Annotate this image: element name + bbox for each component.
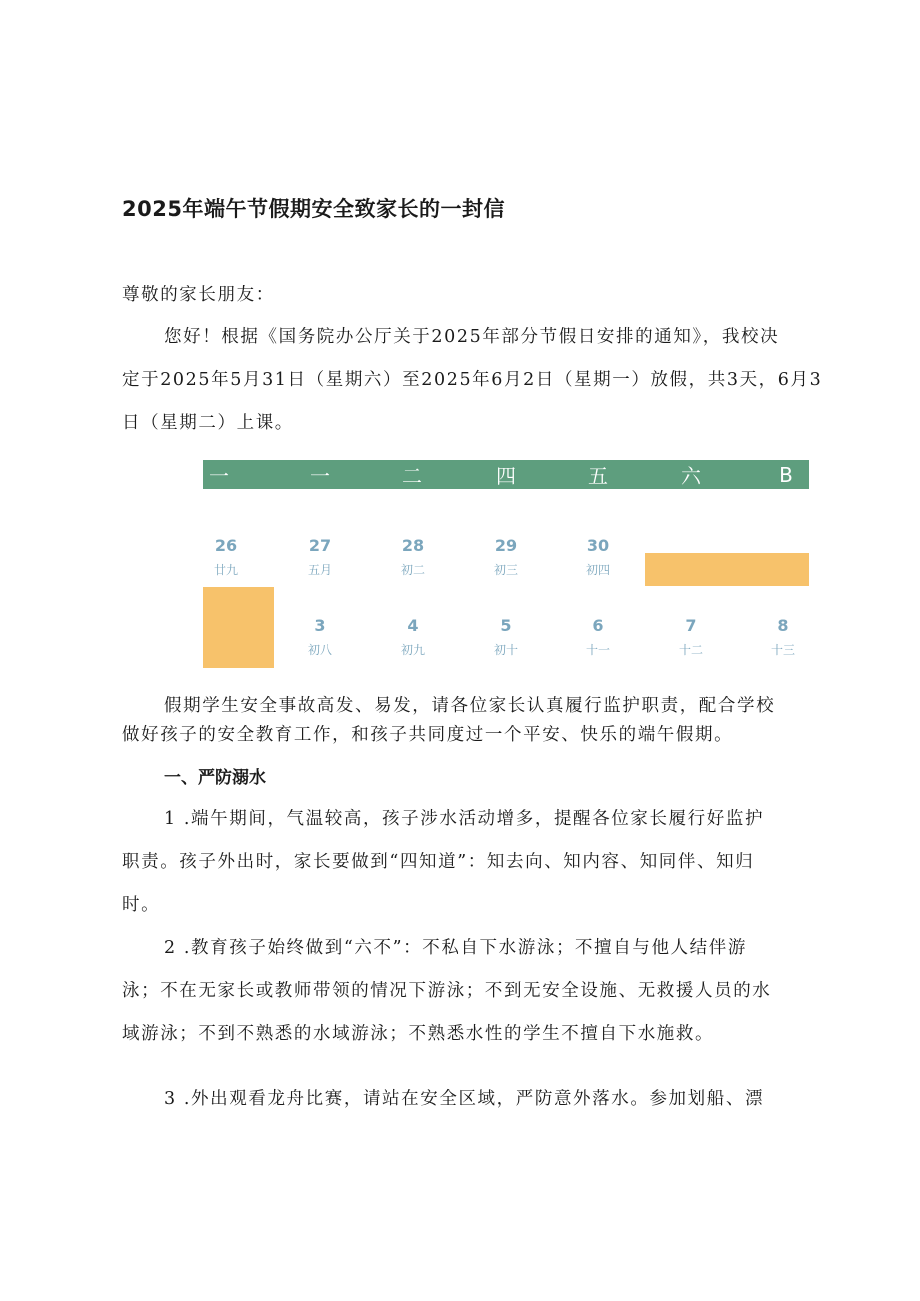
section-heading-drowning: 一、严防溺水 xyxy=(164,768,266,788)
weekday-label: 二 xyxy=(402,464,422,488)
lunar-date: 十一 xyxy=(585,643,610,657)
item2-line: 2 .教育孩子始终做到“六不”：不私自下水游泳；不擅自与他人结伴游 xyxy=(164,938,747,958)
weekday-label: B xyxy=(779,462,793,487)
item1-line: 时。 xyxy=(122,895,161,915)
intro-line: 定于2025年5月31日（星期六）至2025年6月2日（星期一）放假，共3天，6月3 xyxy=(122,370,823,390)
item3-line: 3 .外出观看龙舟比赛，请站在安全区域，严防意外落水。参加划船、漂 xyxy=(164,1089,765,1109)
lunar-date: 十三 xyxy=(770,643,795,657)
reminder-line: 做好孩子的安全教育工作，和孩子共同度过一个平安、快乐的端午假期。 xyxy=(122,725,734,745)
day-number: 28 xyxy=(401,536,425,555)
day-number: 5 xyxy=(500,616,512,635)
holiday-highlight-jun1-2 xyxy=(203,587,274,668)
day-number: 8 xyxy=(777,616,789,635)
lunar-date: 初八 xyxy=(307,643,332,657)
lunar-date: 初二 xyxy=(400,563,425,577)
lunar-date: 初九 xyxy=(400,643,425,657)
holiday-highlight-may31 xyxy=(645,553,809,586)
calendar-day xyxy=(568,536,628,578)
lunar-date: 初四 xyxy=(585,563,610,577)
weekday-label: 五 xyxy=(588,464,608,488)
lunar-date: 初十 xyxy=(493,643,518,657)
intro-line: 日（星期二）上课。 xyxy=(122,413,294,433)
weekday-label: 六 xyxy=(681,464,701,488)
calendar-weekday-header xyxy=(203,460,809,489)
calendar-day xyxy=(753,616,813,658)
calendar-day xyxy=(383,536,443,578)
item1-line: 1 .端午期间，气温较高，孩子涉水活动增多，提醒各位家长履行好监护 xyxy=(164,809,765,829)
lunar-date: 初三 xyxy=(493,563,518,577)
calendar-day xyxy=(290,616,350,658)
weekday-label: 一 xyxy=(209,464,229,488)
calendar-day xyxy=(568,616,628,658)
day-number: 6 xyxy=(592,616,604,635)
day-number: 30 xyxy=(586,536,610,555)
calendar-day xyxy=(661,616,721,658)
item1-line: 职责。孩子外出时，家长要做到“四知道”：知去向、知内容、知同伴、知归 xyxy=(122,852,755,872)
calendar-day xyxy=(290,536,350,578)
calendar-day xyxy=(476,616,536,658)
greeting: 尊敬的家长朋友： xyxy=(122,285,275,305)
calendar-day xyxy=(196,536,256,578)
lunar-date: 十二 xyxy=(678,643,703,657)
day-number: 7 xyxy=(685,616,697,635)
calendar-day xyxy=(383,616,443,658)
intro-line: 您好！根据《国务院办公厅关于2025年部分节假日安排的通知》，我校决 xyxy=(164,327,780,347)
reminder-line: 假期学生安全事故高发、易发，请各位家长认真履行监护职责，配合学校 xyxy=(164,696,776,716)
item2-line: 域游泳；不到不熟悉的水域游泳；不熟悉水性的学生不擅自下水施救。 xyxy=(122,1024,715,1044)
day-number: 26 xyxy=(214,536,238,555)
day-number: 27 xyxy=(308,536,332,555)
lunar-date: 廿九 xyxy=(213,563,238,577)
calendar-day xyxy=(476,536,536,578)
item2-line: 泳；不在无家长或教师带领的情况下游泳；不到无安全设施、无救援人员的水 xyxy=(122,981,772,1001)
document-title: 2025年端午节假期安全致家长的一封信 xyxy=(122,197,505,221)
day-number: 29 xyxy=(494,536,518,555)
day-number: 4 xyxy=(407,616,419,635)
lunar-date: 五月 xyxy=(307,563,332,577)
day-number: 3 xyxy=(314,616,326,635)
weekday-label: 四 xyxy=(496,464,516,488)
weekday-label: 一 xyxy=(310,464,330,488)
